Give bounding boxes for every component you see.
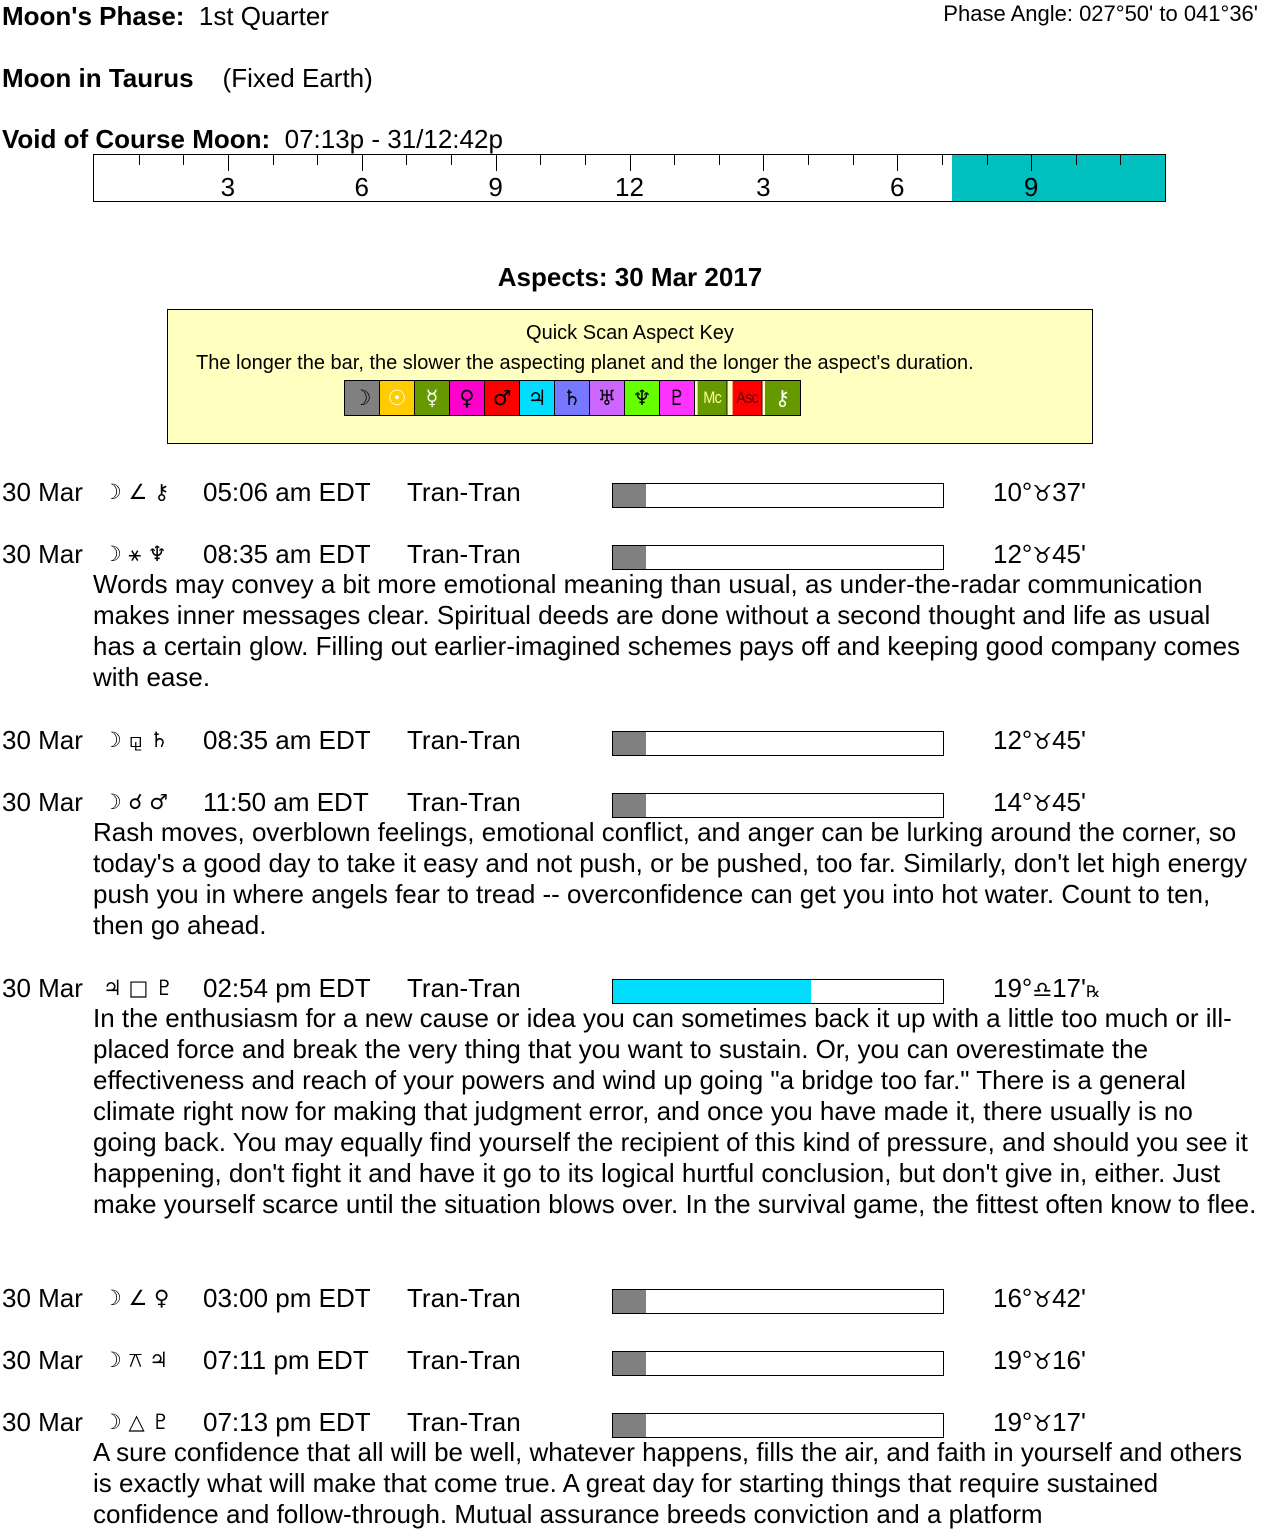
mars-icon: ♂ [485, 381, 520, 415]
aspect-duration-bar [612, 979, 944, 1004]
zodiac-sign-icon: ♉ [1032, 544, 1053, 569]
timeline-tick [630, 155, 631, 171]
void-of-course-timeline [93, 154, 1166, 202]
timeline-tick [406, 155, 407, 165]
position-minutes: 42' [1052, 1283, 1086, 1313]
venus-icon: ♀ [450, 381, 485, 415]
aspect-key-description: The longer the bar, the slower the aspecting planet and the longer the aspect's duration. [196, 352, 974, 374]
aspect-date: 30 Mar [2, 1283, 83, 1313]
aspect-glyphs-icon: ☽ ⚹ ♆ [103, 542, 167, 566]
aspect-type: Tran-Tran [407, 725, 521, 755]
aspects-title: Aspects: 30 Mar 2017 [497, 262, 763, 292]
aspect-type: Tran-Tran [407, 973, 521, 1003]
aspect-glyphs-icon: ☽ △ ♇ [103, 1410, 171, 1434]
timeline-tick [719, 155, 720, 165]
aspect-duration-bar [612, 1351, 944, 1376]
timeline-tick [853, 155, 854, 165]
timeline-tick [808, 155, 809, 165]
aspect-position [993, 539, 1086, 570]
aspect-duration-bar [612, 1289, 944, 1314]
jupiter-icon: ♃ [520, 381, 555, 415]
aspect-type: Tran-Tran [407, 1407, 521, 1437]
aspect-type: Tran-Tran [407, 539, 521, 569]
timeline-tick [942, 155, 943, 165]
uranus-icon: ♅ [590, 381, 625, 415]
timeline-tick [496, 155, 497, 171]
timeline-hour-label: 9 [488, 172, 503, 202]
zodiac-sign-icon: ♉ [1032, 482, 1053, 507]
timeline-hour-label: 6 [890, 172, 905, 202]
ascendant-icon: Asc [733, 381, 763, 415]
position-minutes: 45' [1052, 725, 1086, 755]
zodiac-sign-icon: ♉ [1032, 792, 1053, 817]
aspect-time: 08:35 am EDT [203, 539, 371, 569]
position-minutes: 45' [1052, 787, 1086, 817]
position-degree: 14° [993, 787, 1033, 817]
void-of-course-label: Void of Course Moon: [2, 124, 271, 154]
position-minutes: 16' [1052, 1345, 1086, 1375]
aspect-duration-fill [613, 980, 811, 1003]
position-degree: 19° [993, 1407, 1033, 1437]
aspect-position [993, 1345, 1086, 1376]
phase-angle: Phase Angle: 027°50' to 041°36' [943, 1, 1258, 26]
aspect-position [993, 1283, 1086, 1314]
aspect-type: Tran-Tran [407, 1345, 521, 1375]
aspect-duration-bar [612, 483, 944, 508]
aspect-glyphs-icon: ☽ ⚼ ♄ [103, 728, 169, 752]
timeline-tick [139, 155, 140, 165]
aspect-time: 05:06 am EDT [203, 477, 371, 507]
void-period-fill [952, 155, 1165, 201]
zodiac-sign-icon: ♉ [1032, 1350, 1053, 1375]
aspect-duration-fill [613, 732, 646, 755]
aspect-duration-fill [613, 484, 646, 507]
aspect-description: Words may convey a bit more emotional meaning than usual, as under-the-radar communication makes inner messages clear. Spiritual deeds are done without a second thought and life as usual has a certain glow. Filling out earlier-imagined schemes pays off and keeping good company comes with ease. [93, 569, 1241, 692]
timeline-hour-label: 6 [354, 172, 369, 202]
timeline-tick [1031, 155, 1032, 171]
neptune-icon: ♆ [625, 381, 660, 415]
aspect-time: 11:50 am EDT [203, 787, 369, 817]
aspect-type: Tran-Tran [407, 477, 521, 507]
timeline-tick [362, 155, 363, 171]
timeline-tick [987, 155, 988, 165]
timeline-hour-label: 3 [756, 172, 771, 202]
aspect-position [993, 1407, 1086, 1438]
timeline-tick [897, 155, 898, 171]
aspect-duration-bar [612, 1413, 944, 1438]
aspect-glyphs-icon: ♃ □ ♇ [103, 976, 174, 1000]
aspect-description: In the enthusiasm for a new cause or idea you can sometimes back it up with a little too much or ill-placed force and break the very thing that you want to sustain. Or, you can overestimate the effectiveness and reach of your powers and wind up going "a bridge too far." There is a general climate right now for making that judgment error, and once you have made it, there usually is no going back. You may equally find yourself the recipient of this kind of pressure, and should you see it happening, don't fight it and have it go to its logical hurtful conclusion, but don't give in, either. Just make yourself scarce until the situation blows over. In the survival game, the fittest often know to flee. [93, 1003, 1257, 1219]
aspect-date: 30 Mar [2, 1345, 83, 1375]
position-minutes: 45' [1052, 539, 1086, 569]
retrograde-icon: ℞ [1085, 984, 1101, 1001]
aspect-date: 30 Mar [2, 973, 83, 1003]
timeline-hour-label: 12 [615, 172, 644, 202]
aspect-date: 30 Mar [2, 725, 83, 755]
timeline-tick [451, 155, 452, 165]
zodiac-sign-icon: ♎ [1032, 978, 1053, 1003]
timeline-hour-label: 3 [220, 172, 236, 202]
position-degree: 19° [993, 973, 1033, 1003]
aspect-duration-fill [613, 794, 646, 817]
aspect-position [993, 973, 1100, 1004]
pluto-icon: ♇ [660, 381, 695, 415]
midheaven-icon: Mc [698, 381, 728, 415]
aspect-duration-fill [613, 1414, 646, 1437]
timeline-tick [1120, 155, 1121, 165]
aspect-time: 08:35 am EDT [203, 725, 371, 755]
aspect-position [993, 477, 1086, 508]
position-minutes: 37' [1052, 477, 1086, 507]
moon-sign [2, 63, 373, 94]
timeline-tick [763, 155, 764, 171]
aspect-type: Tran-Tran [407, 787, 521, 817]
timeline-tick [317, 155, 318, 165]
moon-phase [2, 1, 329, 32]
moon-sign-label: Moon in Taurus [2, 63, 194, 93]
aspect-glyphs-icon: ☽ ⚻ ♃ [103, 1348, 168, 1372]
position-degree: 19° [993, 1345, 1033, 1375]
aspect-description: A sure confidence that all will be well, whatever happens, fills the air, and faith in yourself and others is exactly what will make that come true. A great day for starting things that require sustained confidence and follow-through. Mutual assurance breeds conviction and a platform [93, 1437, 1242, 1529]
aspect-date: 30 Mar [2, 787, 83, 817]
timeline-tick [540, 155, 541, 165]
position-degree: 12° [993, 725, 1033, 755]
position-degree: 10° [993, 477, 1033, 507]
aspect-glyphs-icon: ☽ ∠ ⚷ [103, 480, 170, 504]
zodiac-sign-icon: ♉ [1032, 1288, 1053, 1313]
aspect-time: 03:00 pm EDT [203, 1283, 371, 1313]
aspect-position [993, 787, 1086, 818]
timeline-tick [228, 155, 229, 171]
aspect-description: Rash moves, overblown feelings, emotional conflict, and anger can be lurking around the corner, so today's a good day to take it easy and not push, or be pushed, too far. Similarly, don't let high energy push you in where angels fear to tread -- overconfidence can get you into hot water. Count to ten, then go ahead. [93, 817, 1248, 940]
timeline-tick [585, 155, 586, 165]
aspect-duration-bar [612, 793, 944, 818]
aspect-duration-bar [612, 731, 944, 756]
position-minutes: 17' [1052, 973, 1086, 1003]
aspect-glyphs-icon: ☽ ∠ ♀ [103, 1286, 170, 1310]
moon-phase-label: Moon's Phase: [2, 1, 185, 31]
aspect-date: 30 Mar [2, 539, 83, 569]
moon-icon: ☽ [345, 381, 380, 415]
zodiac-sign-icon: ♉ [1032, 1412, 1053, 1437]
void-of-course [2, 124, 503, 155]
chiron-icon: ⚷ [765, 381, 800, 415]
position-degree: 16° [993, 1283, 1033, 1313]
moon-phase-value: 1st Quarter [198, 1, 329, 31]
aspect-date: 30 Mar [2, 477, 83, 507]
aspect-glyphs-icon: ☽ ☌ ♂ [103, 790, 169, 814]
aspect-time: 02:54 pm EDT [203, 973, 371, 1003]
aspect-duration-fill [613, 546, 646, 569]
aspect-duration-bar [612, 545, 944, 570]
planet-color-key [344, 380, 801, 416]
position-degree: 12° [993, 539, 1033, 569]
timeline-tick [674, 155, 675, 165]
aspect-key-box [167, 309, 1093, 444]
saturn-icon: ♄ [555, 381, 590, 415]
timeline-tick [273, 155, 274, 165]
aspect-position [993, 725, 1086, 756]
aspect-time: 07:11 pm EDT [203, 1345, 369, 1375]
position-minutes: 17' [1052, 1407, 1086, 1437]
aspect-date: 30 Mar [2, 1407, 83, 1437]
aspect-key-title: Quick Scan Aspect Key [526, 322, 734, 344]
timeline-tick [183, 155, 184, 165]
timeline-hour-label: 9 [1023, 172, 1039, 202]
timeline-tick [1076, 155, 1077, 165]
moon-sign-element: (Fixed Earth) [222, 63, 373, 93]
aspect-time: 07:13 pm EDT [203, 1407, 371, 1437]
mercury-icon: ☿ [415, 381, 450, 415]
aspect-type: Tran-Tran [407, 1283, 521, 1313]
zodiac-sign-icon: ♉ [1032, 730, 1053, 755]
sun-icon: ☉ [380, 381, 415, 415]
aspect-duration-fill [613, 1290, 646, 1313]
void-of-course-value: 07:13p - 31/12:42p [284, 124, 503, 154]
aspect-duration-fill [613, 1352, 646, 1375]
